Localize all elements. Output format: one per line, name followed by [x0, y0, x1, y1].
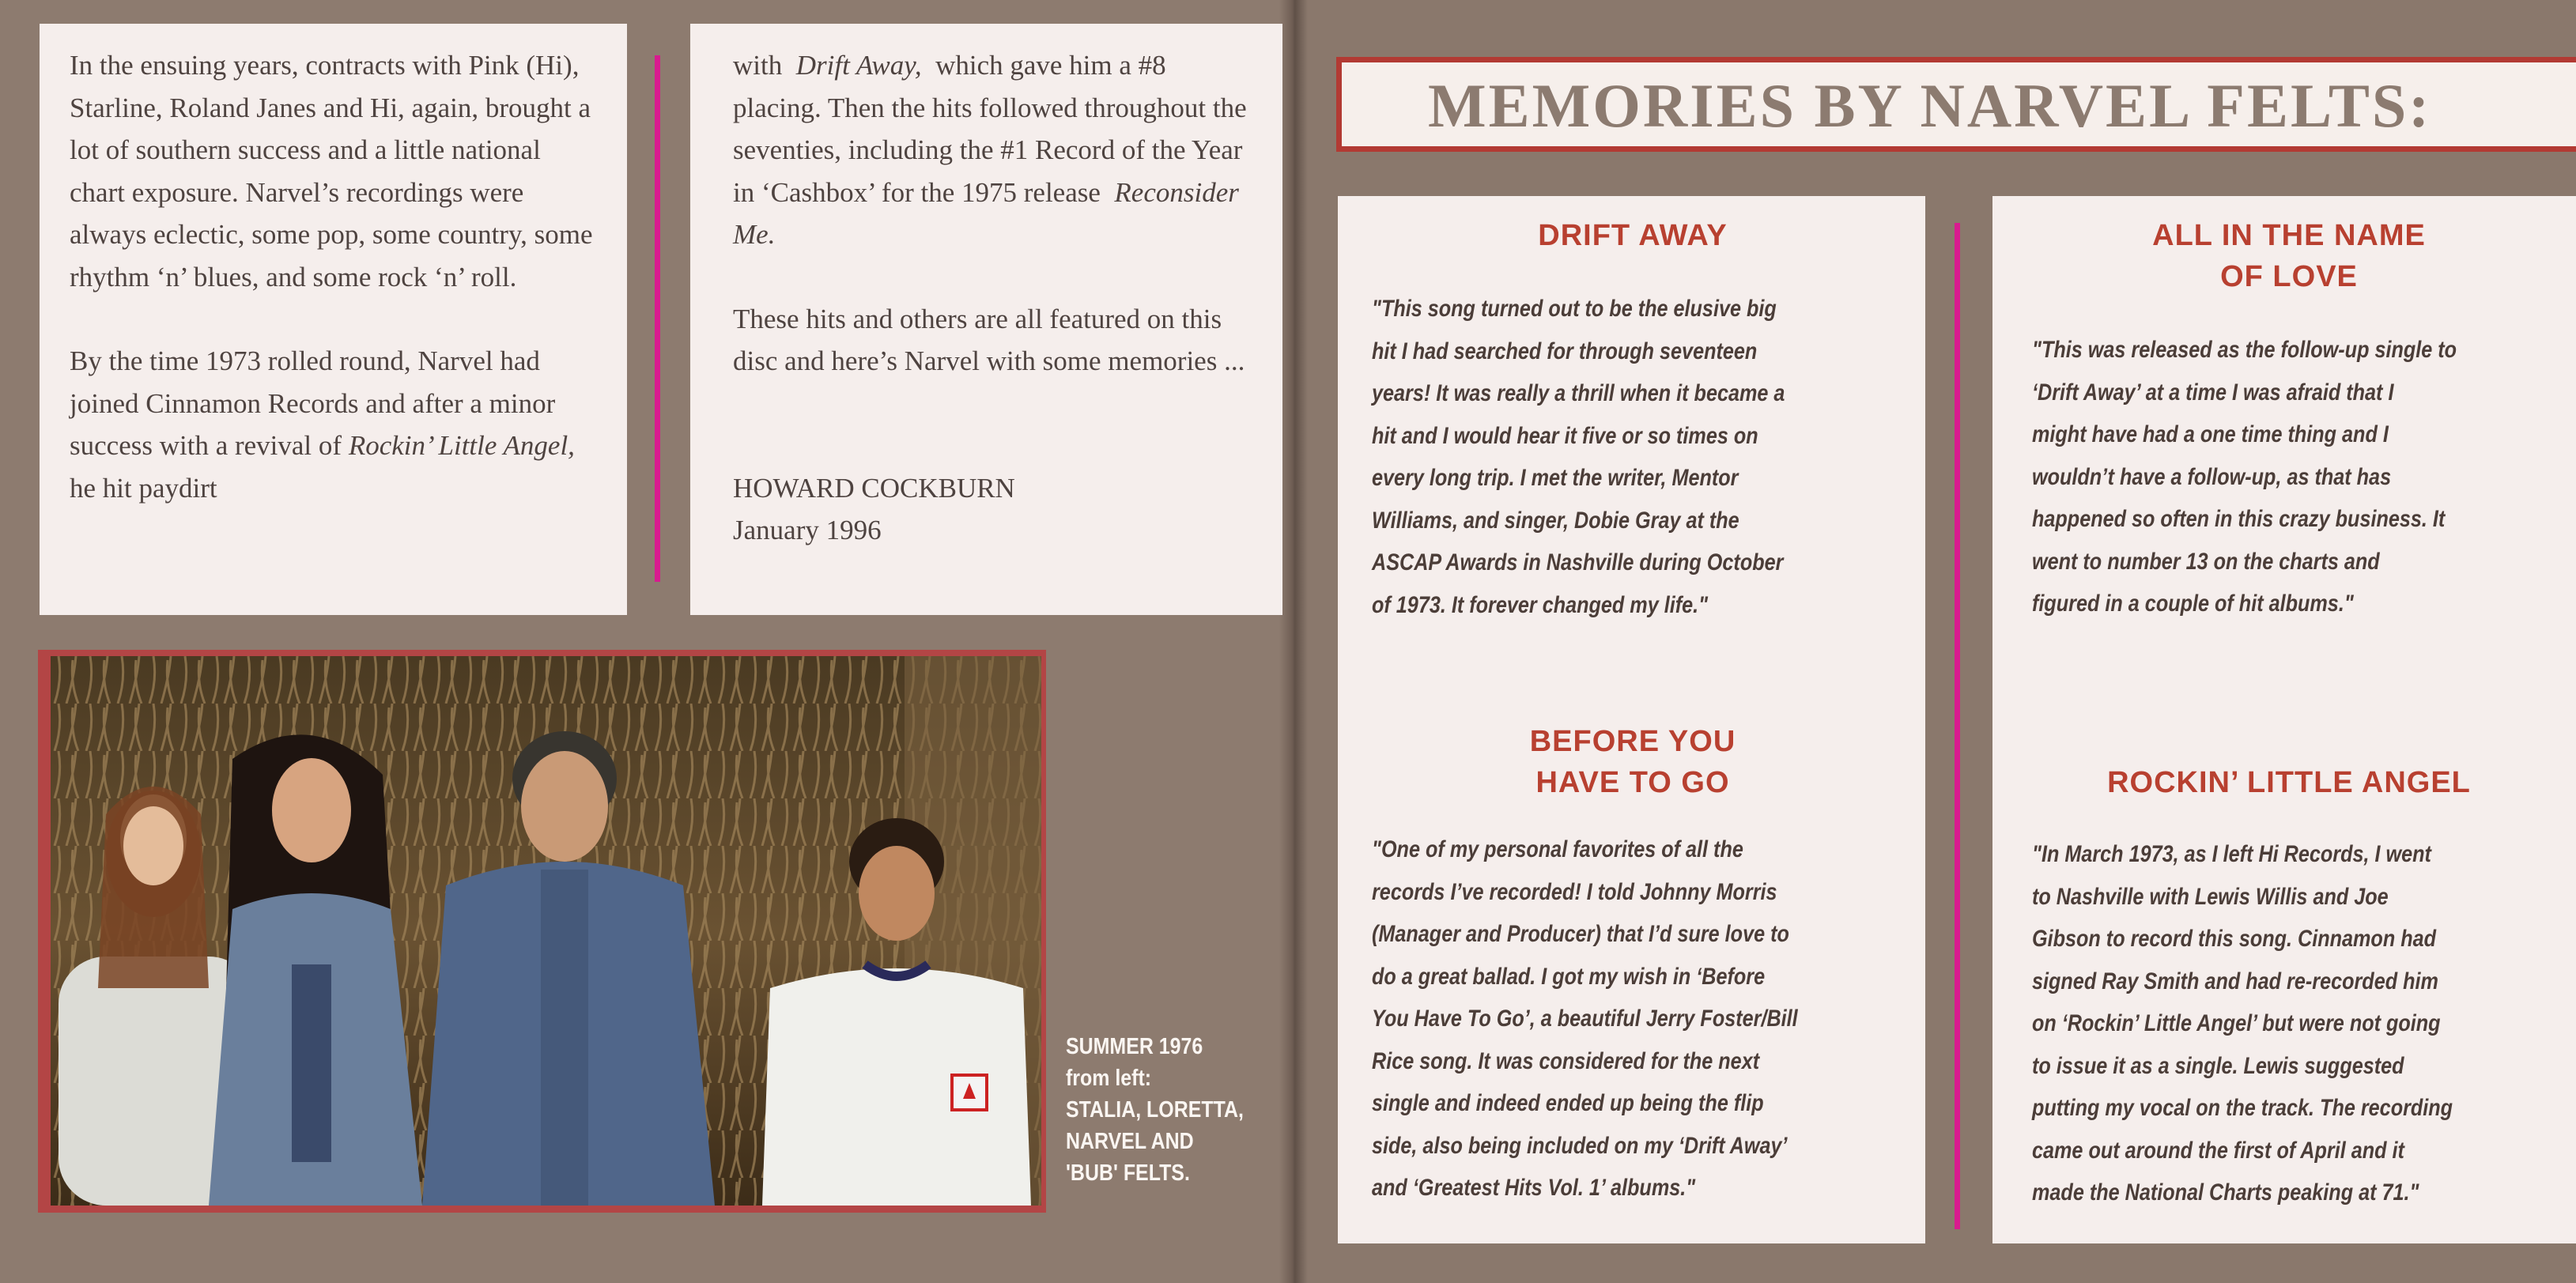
memory-text	[1372, 288, 1894, 626]
memory-title: DRIFT AWAY	[1538, 219, 1728, 252]
memory-line: to issue it as a single. Lewis suggested	[2032, 1052, 2404, 1079]
memory-title-line-2: HAVE TO GO	[1535, 766, 1730, 799]
memory-line: ASCAP Awards in Nashville during October	[1372, 549, 1784, 575]
text-panel-2	[690, 24, 1282, 615]
accent-bar-right	[1955, 223, 1960, 1229]
memory-line: went to number 13 on the charts and	[2032, 548, 2380, 575]
memory-line: side, also being included on my ‘Drift Away’	[1372, 1132, 1788, 1159]
memory-line: on ‘Rockin’ Little Angel’ but were not going	[2032, 1010, 2441, 1036]
memory-all-in-the-name-of-love	[2032, 215, 2546, 625]
memory-text	[1372, 828, 1894, 1209]
memory-line: (Manager and Producer) that I’d sure love to	[1372, 921, 1789, 947]
memory-line: signed Ray Smith and had re-recorded him	[2032, 968, 2438, 994]
memory-line: Williams, and singer, Dobie Gray at the	[1372, 507, 1739, 534]
memory-line: to Nashville with Lewis Willis and Joe	[2032, 883, 2389, 910]
caption-line-1: SUMMER 1976	[1066, 1034, 1203, 1059]
text-panel-1	[40, 24, 627, 615]
caption-line-3: STALIA, LORETTA,	[1066, 1097, 1244, 1123]
memory-line: "In March 1973, as I left Hi Records, I went	[2032, 841, 2431, 867]
memory-title-line-1: ALL IN THE NAME	[2152, 219, 2426, 252]
memory-line: and ‘Greatest Hits Vol. 1’ albums."	[1372, 1175, 1696, 1201]
paragraph-featured: These hits and others are all featured on this disc and here’s Narvel with some memories ...	[733, 303, 1245, 376]
author-date: January 1996	[733, 515, 882, 545]
memory-line: Rice song. It was considered for the next	[1372, 1047, 1760, 1074]
memory-line: came out around the first of April and it	[2032, 1137, 2404, 1164]
paragraph-1973-tail: he hit paydirt	[70, 472, 217, 504]
memory-line: might have had a one time thing and I	[2032, 421, 2389, 447]
memory-line: happened so often in this crazy business. It	[2032, 506, 2446, 532]
memory-rockin-little-angel	[2032, 762, 2546, 1214]
memory-line: made the National Charts peaking at 71."	[2032, 1179, 2419, 1206]
paragraph-1973	[70, 340, 597, 509]
memory-title: ROCKIN’ LITTLE ANGEL	[2107, 766, 2471, 799]
caption-line-5: 'BUB' FELTS.	[1066, 1160, 1190, 1186]
caption-line-4: NARVEL AND	[1066, 1129, 1194, 1154]
memory-line: do a great ballad. I got my wish in ‘Before	[1372, 963, 1766, 990]
memory-title	[1372, 721, 1894, 803]
paragraph-1973-text: By the time 1973 rolled round, Narvel had joined Cinnamon Records and after a minor success with a revival of	[70, 345, 556, 461]
memory-line: records I’ve recorded! I told Johnny Morris	[1372, 878, 1777, 905]
memory-line: hit and I would hear it five or so times on	[1372, 422, 1758, 449]
memory-line: "This song turned out to be the elusive big	[1372, 296, 1777, 322]
memory-line: years! It was really a thrill when it became a	[1372, 380, 1785, 406]
memory-line: of 1973. It forever changed my life."	[1372, 591, 1709, 618]
family-photo	[51, 656, 1041, 1206]
memory-title-line-2: OF LOVE	[2220, 260, 2358, 293]
page-heading: MEMORIES BY NARVEL FELTS:	[1428, 71, 2432, 140]
accent-bar-left	[655, 55, 660, 582]
song-title-drift: Drift Away,	[795, 50, 922, 81]
memory-line: "One of my personal favorites of all the	[1372, 836, 1743, 862]
memory-line: every long trip. I met the writer, Mentor	[1372, 465, 1739, 491]
author-name: HOWARD COCKBURN	[733, 472, 1015, 504]
memory-before-you-have-to-go	[1372, 721, 1894, 1209]
memory-line: single and indeed ended up being the flip	[1372, 1090, 1764, 1116]
song-title-rockin: Rockin’ Little Angel,	[348, 430, 575, 461]
memory-title	[2032, 215, 2546, 297]
paragraph-drift-text: which gave him a #8 placing. Then the hits followed throughout the seventies, including the #1 Record of the Year in ‘Cashbox’ for the 1975 release	[733, 50, 1247, 208]
memory-line: You Have To Go’, a beautiful Jerry Foster/Bill	[1372, 1006, 1798, 1032]
memory-line: "This was released as the follow-up single to	[2032, 337, 2457, 363]
paragraph-drift-intro: with	[733, 50, 783, 81]
song-title-reconsider: Reconsider Me.	[733, 176, 1239, 250]
photo-caption	[1066, 1031, 1249, 1189]
memory-text	[2032, 833, 2546, 1214]
memory-line: ‘Drift Away’ at a time I was afraid that I	[2032, 379, 2394, 406]
memory-drift-away	[1372, 215, 1894, 626]
memory-line: wouldn’t have a follow-up, as that has	[2032, 463, 2392, 490]
memory-title-line-1: BEFORE YOU	[1529, 725, 1736, 758]
memory-text	[2032, 329, 2546, 625]
caption-line-2: from left:	[1066, 1066, 1152, 1091]
book-spine	[1279, 0, 1308, 1283]
memory-line: figured in a couple of hit albums."	[2032, 591, 2354, 617]
memory-line: putting my vocal on the track. The recording	[2032, 1095, 2453, 1121]
paragraph-drift-away	[733, 44, 1251, 256]
memory-line: Gibson to record this song. Cinnamon had	[2032, 926, 2437, 952]
paragraph-contracts: In the ensuing years, contracts with Pink (Hi), Starline, Roland Janes and Hi, again, brought a lot of southern success and a little national chart exposure. Narvel’s recordings were always eclectic, some pop, some country, some rhythm ‘n’ blues, and some rock ‘n’ roll.	[70, 50, 593, 292]
memory-line: hit I had searched for through seventeen	[1372, 338, 1758, 364]
